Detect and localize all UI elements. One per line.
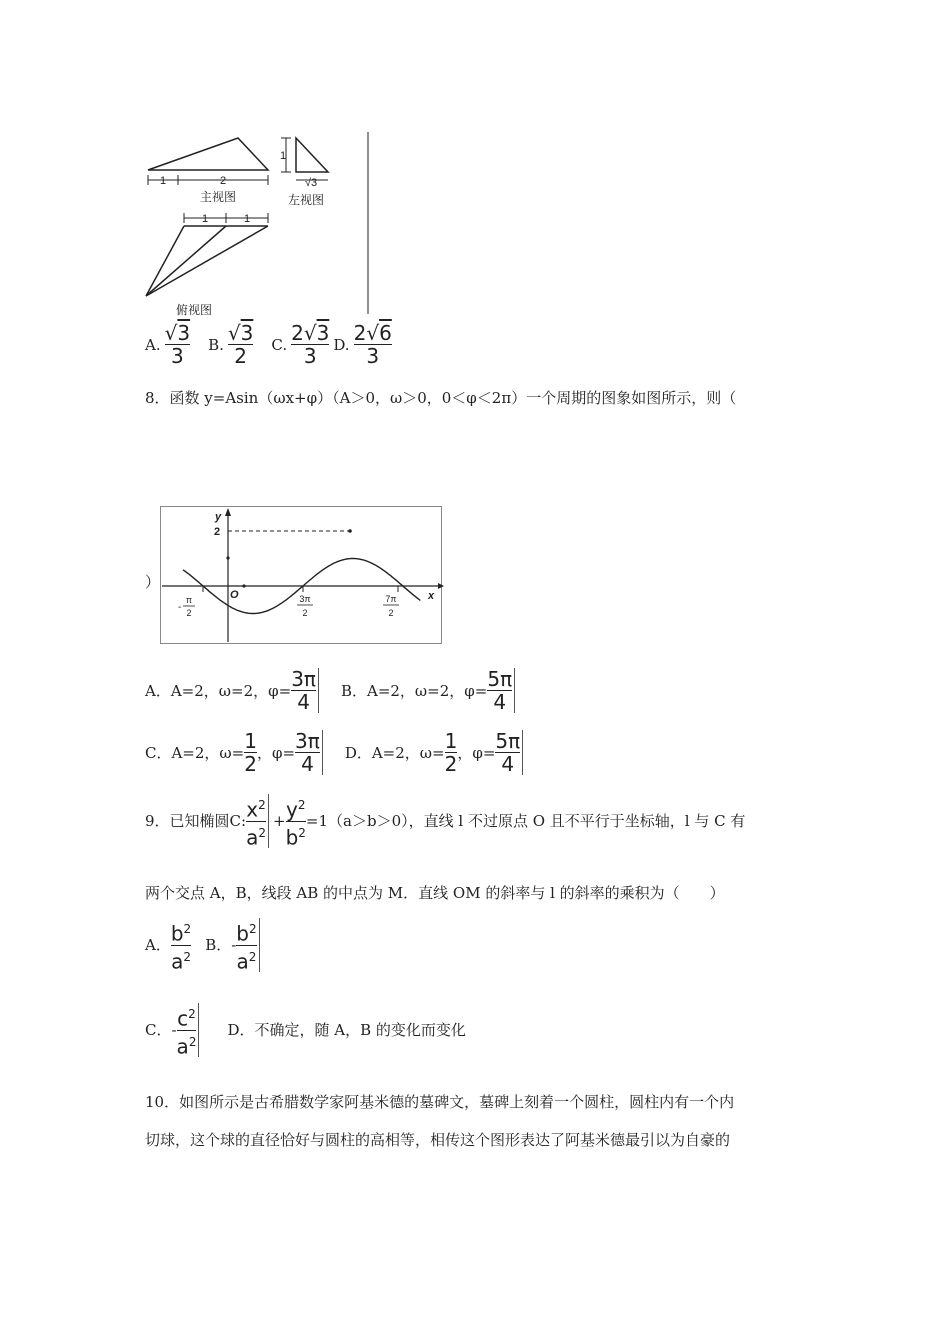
y-tick-2: 2 bbox=[214, 526, 221, 538]
q7-option-b-fraction: $\frac{√3}{2}$ bbox=[227, 321, 254, 368]
q9-stem-line1 bbox=[145, 794, 745, 848]
q8-option-c-mid: ，φ= bbox=[256, 743, 296, 762]
q8-option-b-phi: $\frac{5\pi}{4}$ bbox=[487, 668, 515, 713]
q8-options-row1 bbox=[145, 668, 515, 713]
q10-line1: 10．如图所示是古希腊数学家阿基米德的墓碑文，墓碑上刻着一个圆柱，圆柱内有一个内 bbox=[145, 1093, 735, 1111]
q7-option-d-fraction: $\frac{2√6}{3}$ bbox=[353, 321, 392, 368]
y-axis-label: y bbox=[215, 511, 222, 523]
q9-stem-line2: 两个交点 A，B，线段 AB 的中点为 M．直线 OM 的斜率与 l 的斜率的乘积为（ ） bbox=[145, 884, 725, 902]
q9-x-fraction: $\frac{x^2}{a^2}$ bbox=[246, 794, 269, 848]
q8-option-c: C．A=2，ω= bbox=[145, 743, 245, 762]
q8-option-d-phi: $\frac{5\pi}{4}$ bbox=[495, 730, 523, 775]
x-tick-right-num: 7π bbox=[385, 594, 397, 604]
q7-options bbox=[145, 322, 392, 367]
q8-option-d: D．A=2，ω= bbox=[344, 743, 445, 762]
q7-option-c-letter: C. bbox=[271, 335, 288, 354]
side-view bbox=[281, 132, 368, 314]
q7-option-b-letter: B. bbox=[208, 335, 224, 354]
q9-y-fraction: $\frac{y^2}{b^2}$ bbox=[285, 797, 306, 850]
top-dim-1: 1 bbox=[201, 213, 209, 225]
q8-option-c-omega: $\frac{1}{2}$ bbox=[244, 729, 257, 776]
x-axis-label: x bbox=[428, 590, 435, 602]
x-tick-neg-num: π bbox=[185, 595, 193, 605]
x-tick-mid-num: 3π bbox=[299, 594, 311, 604]
x-tick-neg-den: 2 bbox=[186, 608, 192, 618]
q8-option-c-phi: $\frac{3\pi}{4}$ bbox=[295, 730, 323, 775]
q7-option-c-fraction: $\frac{2√3}{3}$ bbox=[291, 321, 330, 368]
front-dim-1: 1 bbox=[159, 175, 167, 187]
q8-option-b: B．A=2，ω=2，φ= bbox=[340, 681, 488, 700]
q8-stem: 8．函数 y=Asin（ωx+φ）（A＞0，ω＞0，0＜φ＜2π）一个周期的图象如图所示，则（ bbox=[145, 389, 737, 407]
q9-suffix: =1（a＞b＞0），直线 l 不过原点 O 且不平行于坐标轴，l 与 C 有 bbox=[305, 812, 746, 831]
origin-label: O bbox=[230, 589, 239, 601]
top-view bbox=[146, 213, 268, 296]
side-view-label: 左视图 bbox=[288, 193, 325, 207]
x-tick-neg-sign: - bbox=[178, 602, 182, 613]
q9-option-a-fraction: $\frac{b^2}{a^2}$ bbox=[170, 921, 192, 974]
front-dim-2: 2 bbox=[219, 175, 227, 187]
q10-line2: 切球，这个球的直径恰好与圆柱的高相等，相传这个图形表达了阿基米德最引以为自豪的 bbox=[145, 1131, 731, 1149]
q9-option-a: A． bbox=[145, 936, 171, 955]
q8-option-a: A．A=2，ω=2，φ= bbox=[145, 681, 292, 700]
x-tick-mid-den: 2 bbox=[302, 608, 308, 618]
q8-paren-close: ） bbox=[145, 573, 161, 591]
top-dim-2: 1 bbox=[243, 213, 251, 225]
q9-plus: + bbox=[272, 812, 286, 831]
q8-option-a-phi: $\frac{3\pi}{4}$ bbox=[291, 668, 319, 713]
q9-options-row1 bbox=[145, 918, 260, 972]
q7-option-d-letter: D. bbox=[333, 335, 350, 354]
top-view-label: 俯视图 bbox=[176, 303, 213, 317]
q8-options-row2 bbox=[145, 730, 523, 775]
sine-graph bbox=[160, 506, 444, 646]
q9-options-row2 bbox=[145, 1003, 466, 1057]
q8-option-d-mid: ，φ= bbox=[457, 743, 496, 762]
three-view-figure bbox=[140, 128, 380, 320]
side-dim-sqrt3: √3 bbox=[305, 177, 318, 189]
q9-option-d: D．不确定，随 A，B 的变化而变化 bbox=[227, 1021, 466, 1040]
q9-option-c-fraction: $\frac{c^2}{a^2}$ bbox=[177, 1003, 200, 1057]
q8-option-d-omega: $\frac{1}{2}$ bbox=[444, 729, 458, 776]
q7-option-a-letter: A. bbox=[145, 335, 161, 354]
x-tick-right-den: 2 bbox=[388, 608, 394, 618]
q9-prefix: 9．已知椭圆C: bbox=[145, 812, 247, 831]
q7-option-a-fraction: $\frac{√3}{3}$ bbox=[164, 321, 191, 368]
side-dim-h: 1 bbox=[280, 150, 287, 162]
q9-option-b-fraction: $\frac{b^2}{a^2}$ bbox=[236, 918, 259, 972]
q9-option-c: C．- bbox=[145, 1021, 177, 1040]
front-view-label: 主视图 bbox=[200, 190, 237, 204]
q9-option-b: B．- bbox=[205, 936, 237, 955]
